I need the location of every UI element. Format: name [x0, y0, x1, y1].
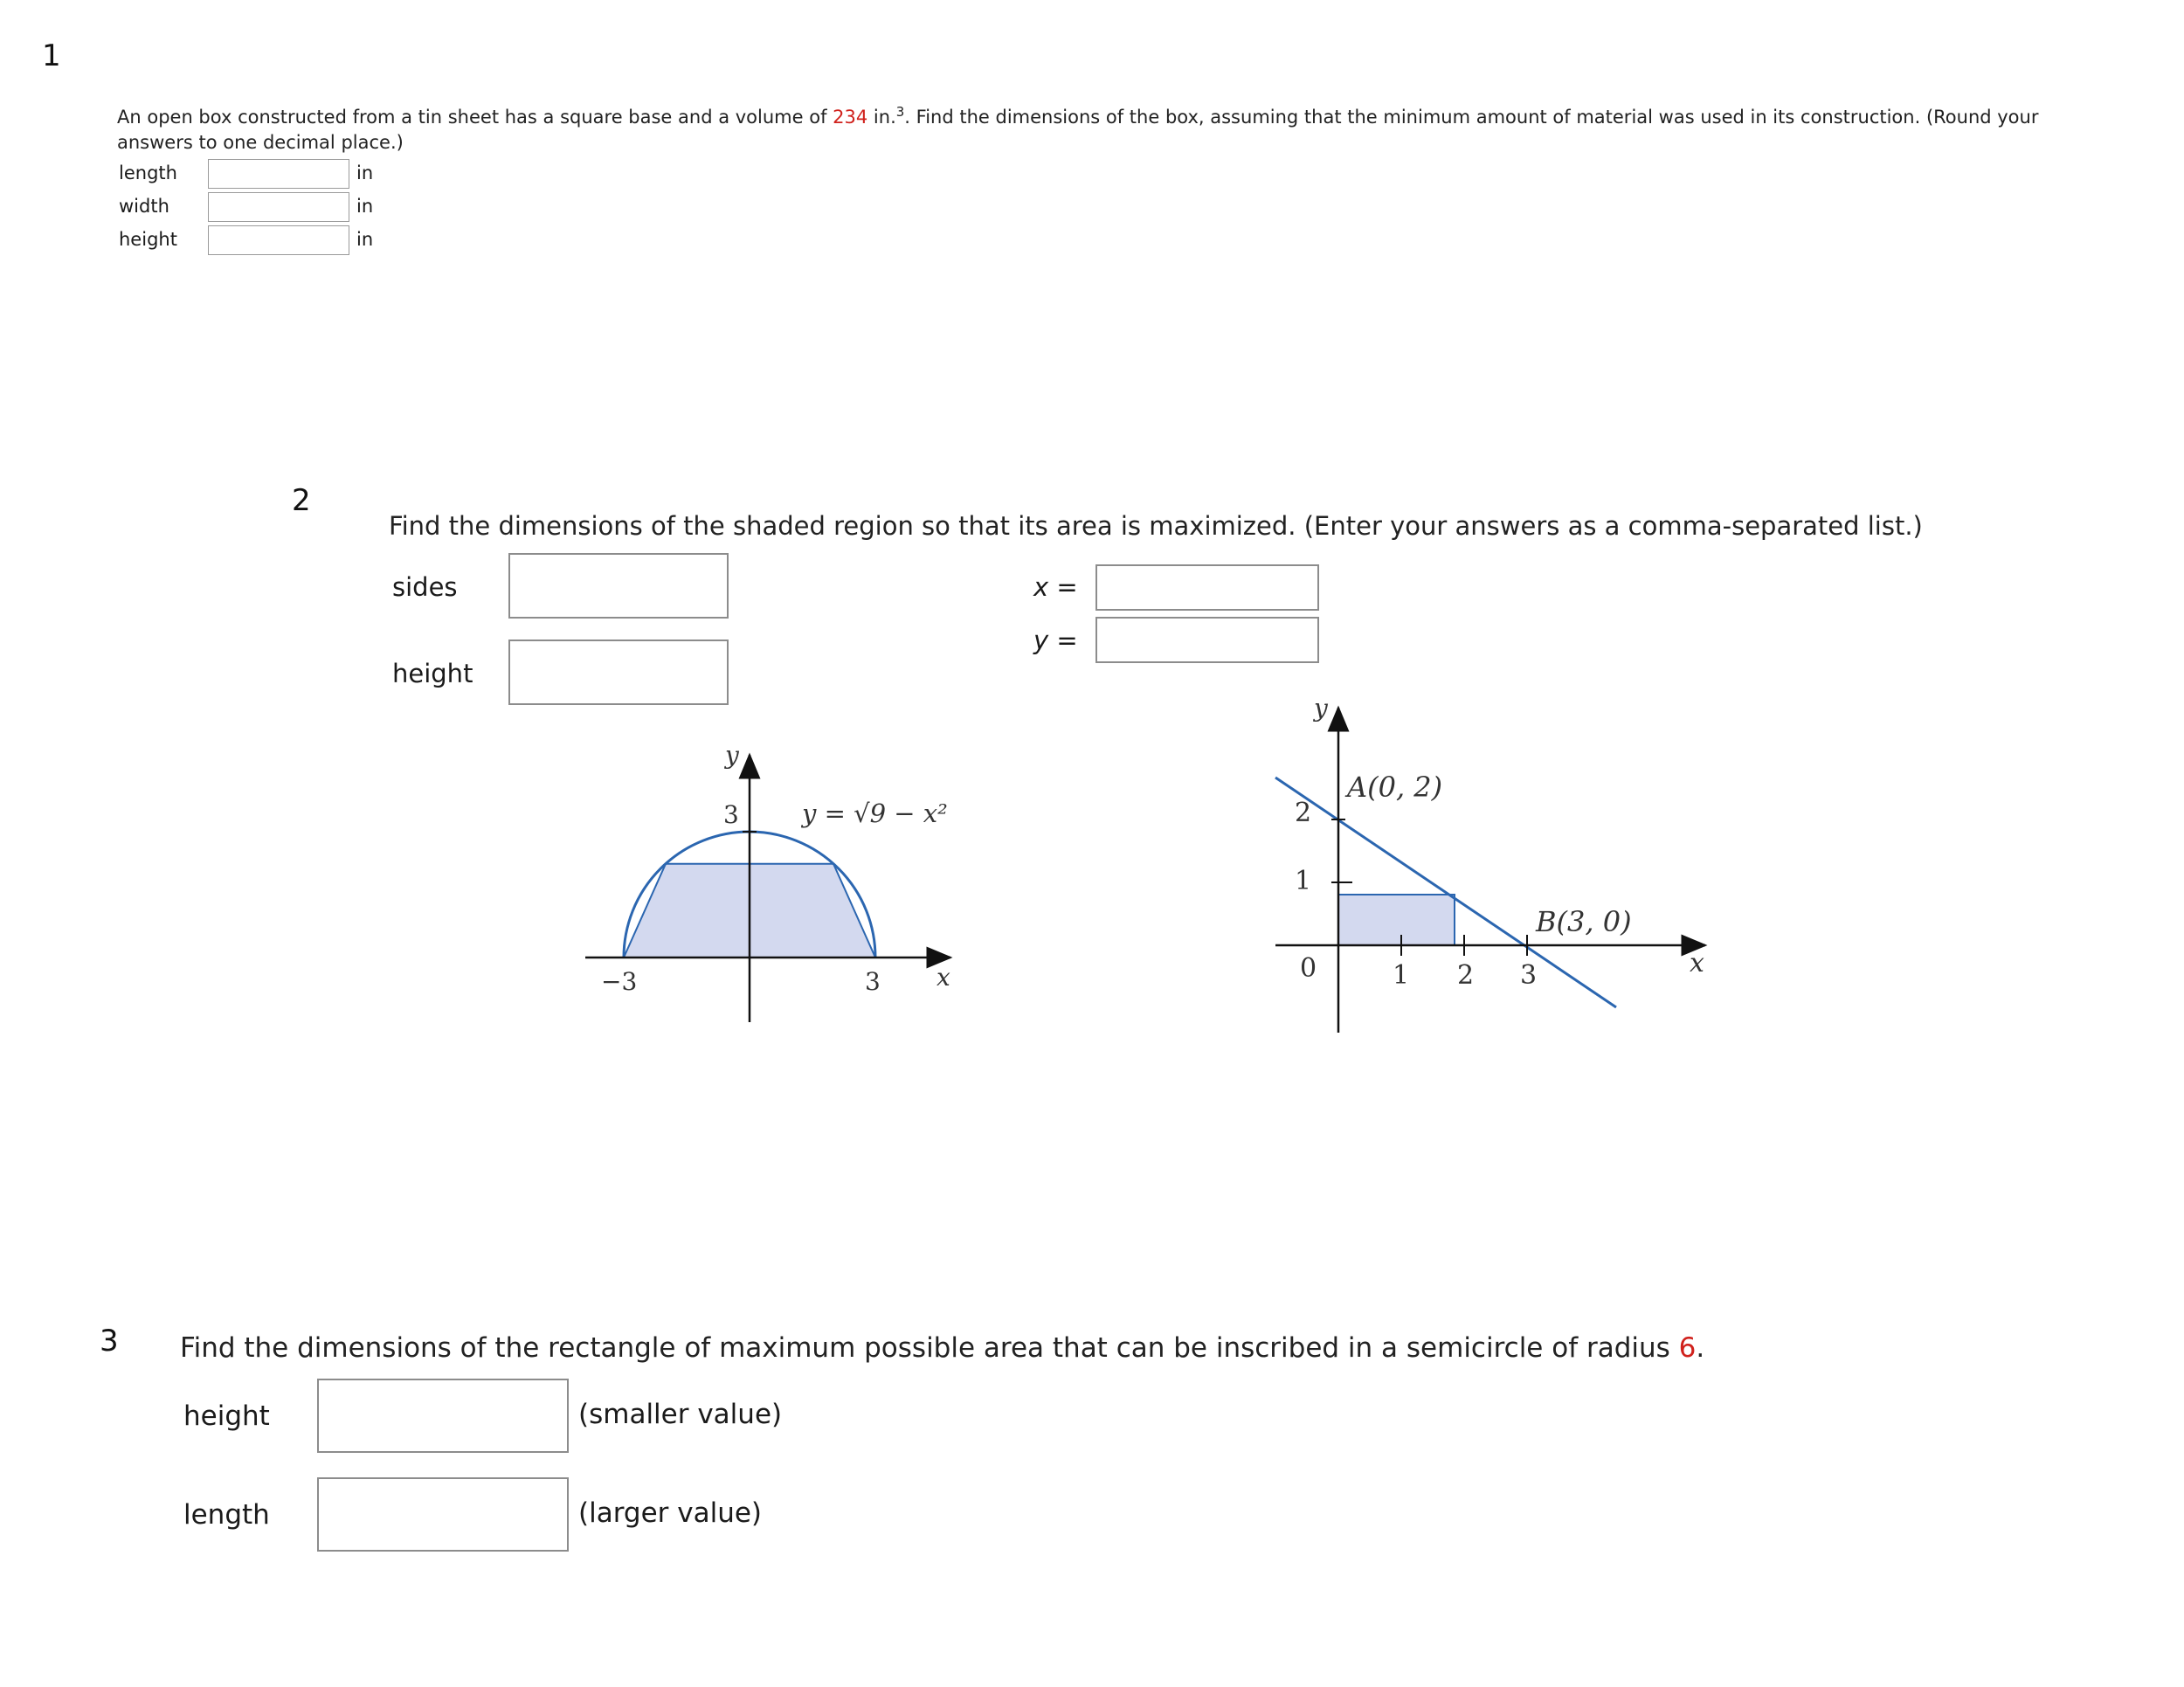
fig2-tick-x2: 2 [1457, 960, 1475, 991]
question-2-text: Find the dimensions of the shaded region so that its area is maximized. (Enter your answers as a comma-separated list.) [389, 511, 1923, 541]
q1-unit-length: in [356, 162, 374, 183]
q2-y-input[interactable] [1095, 617, 1319, 663]
question-3-text-b: . [1696, 1332, 1705, 1364]
fig2-tick-y2: 2 [1295, 798, 1312, 828]
q1-height-input[interactable] [208, 225, 349, 255]
q3-length-input[interactable] [317, 1477, 569, 1552]
q2-label-x: x = [1033, 572, 1078, 602]
q2-x-input[interactable] [1095, 564, 1319, 611]
volume-unit: in. [867, 107, 896, 128]
fig1-x-label: x [936, 963, 950, 992]
radius-value: 6 [1678, 1332, 1697, 1364]
volume-unit-exponent: 3 [895, 104, 905, 120]
fig2-tick-x3: 3 [1520, 960, 1538, 991]
q3-note-smaller: (smaller value) [578, 1399, 783, 1430]
fig2-x-label: x [1690, 948, 1704, 978]
fig1-tick-minus3: −3 [601, 967, 638, 996]
fig1-tick-3-right: 3 [865, 967, 881, 996]
q2-label-y: y = [1033, 626, 1078, 655]
question-1-text-line2: answers to one decimal place.) [117, 132, 404, 153]
question-1-text-a: An open box constructed from a tin sheet has a square base and a volume of [117, 107, 833, 128]
q3-label-height: height [183, 1400, 270, 1432]
question-3-text-a: Find the dimensions of the rectangle of maximum possible area that can be inscribed in a semicircle of radius [180, 1332, 1679, 1364]
fig2-point-b: B(3, 0) [1536, 905, 1632, 938]
q1-width-input[interactable] [208, 192, 349, 222]
q2-sides-input[interactable] [508, 553, 729, 619]
q1-label-width: width [119, 196, 169, 217]
q1-unit-width: in [356, 196, 374, 217]
question-number-3: 3 [100, 1324, 119, 1359]
fig2-tick-x1: 1 [1393, 960, 1410, 991]
q1-label-length: length [119, 162, 177, 183]
fig2-point-a: A(0, 2) [1347, 771, 1443, 804]
q3-note-larger: (larger value) [578, 1497, 763, 1529]
q2-label-sides: sides [392, 572, 458, 602]
q2-height-input[interactable] [508, 640, 729, 705]
fig1-y-label: y [725, 741, 739, 770]
fig2-tick-origin: 0 [1300, 953, 1317, 984]
q3-label-length: length [183, 1499, 270, 1531]
q1-unit-height: in [356, 229, 374, 250]
question-number-2: 2 [292, 483, 311, 518]
fig1-equation: y = √9 − x² [802, 799, 948, 828]
q3-height-input[interactable] [317, 1379, 569, 1453]
line-ab [1275, 778, 1616, 1007]
q1-label-height: height [119, 229, 177, 250]
fig2-tick-y1: 1 [1295, 866, 1312, 896]
figure-line-rectangle [1258, 690, 1730, 1040]
question-1-text [117, 104, 2038, 128]
q2-label-height: height [392, 659, 473, 688]
q1-length-input[interactable] [208, 159, 349, 189]
question-3-text [180, 1332, 1704, 1364]
shaded-rectangle [1338, 895, 1455, 945]
question-number-1: 1 [42, 38, 61, 73]
volume-value: 234 [833, 107, 868, 128]
fig1-tick-3-top: 3 [723, 800, 739, 829]
question-1-text-b: . Find the dimensions of the box, assuming that the minimum amount of material was used in its construction. (Round your [904, 107, 2039, 128]
figure-semicircle-trapezoid [559, 734, 978, 1031]
fig2-y-label: y [1314, 694, 1328, 723]
